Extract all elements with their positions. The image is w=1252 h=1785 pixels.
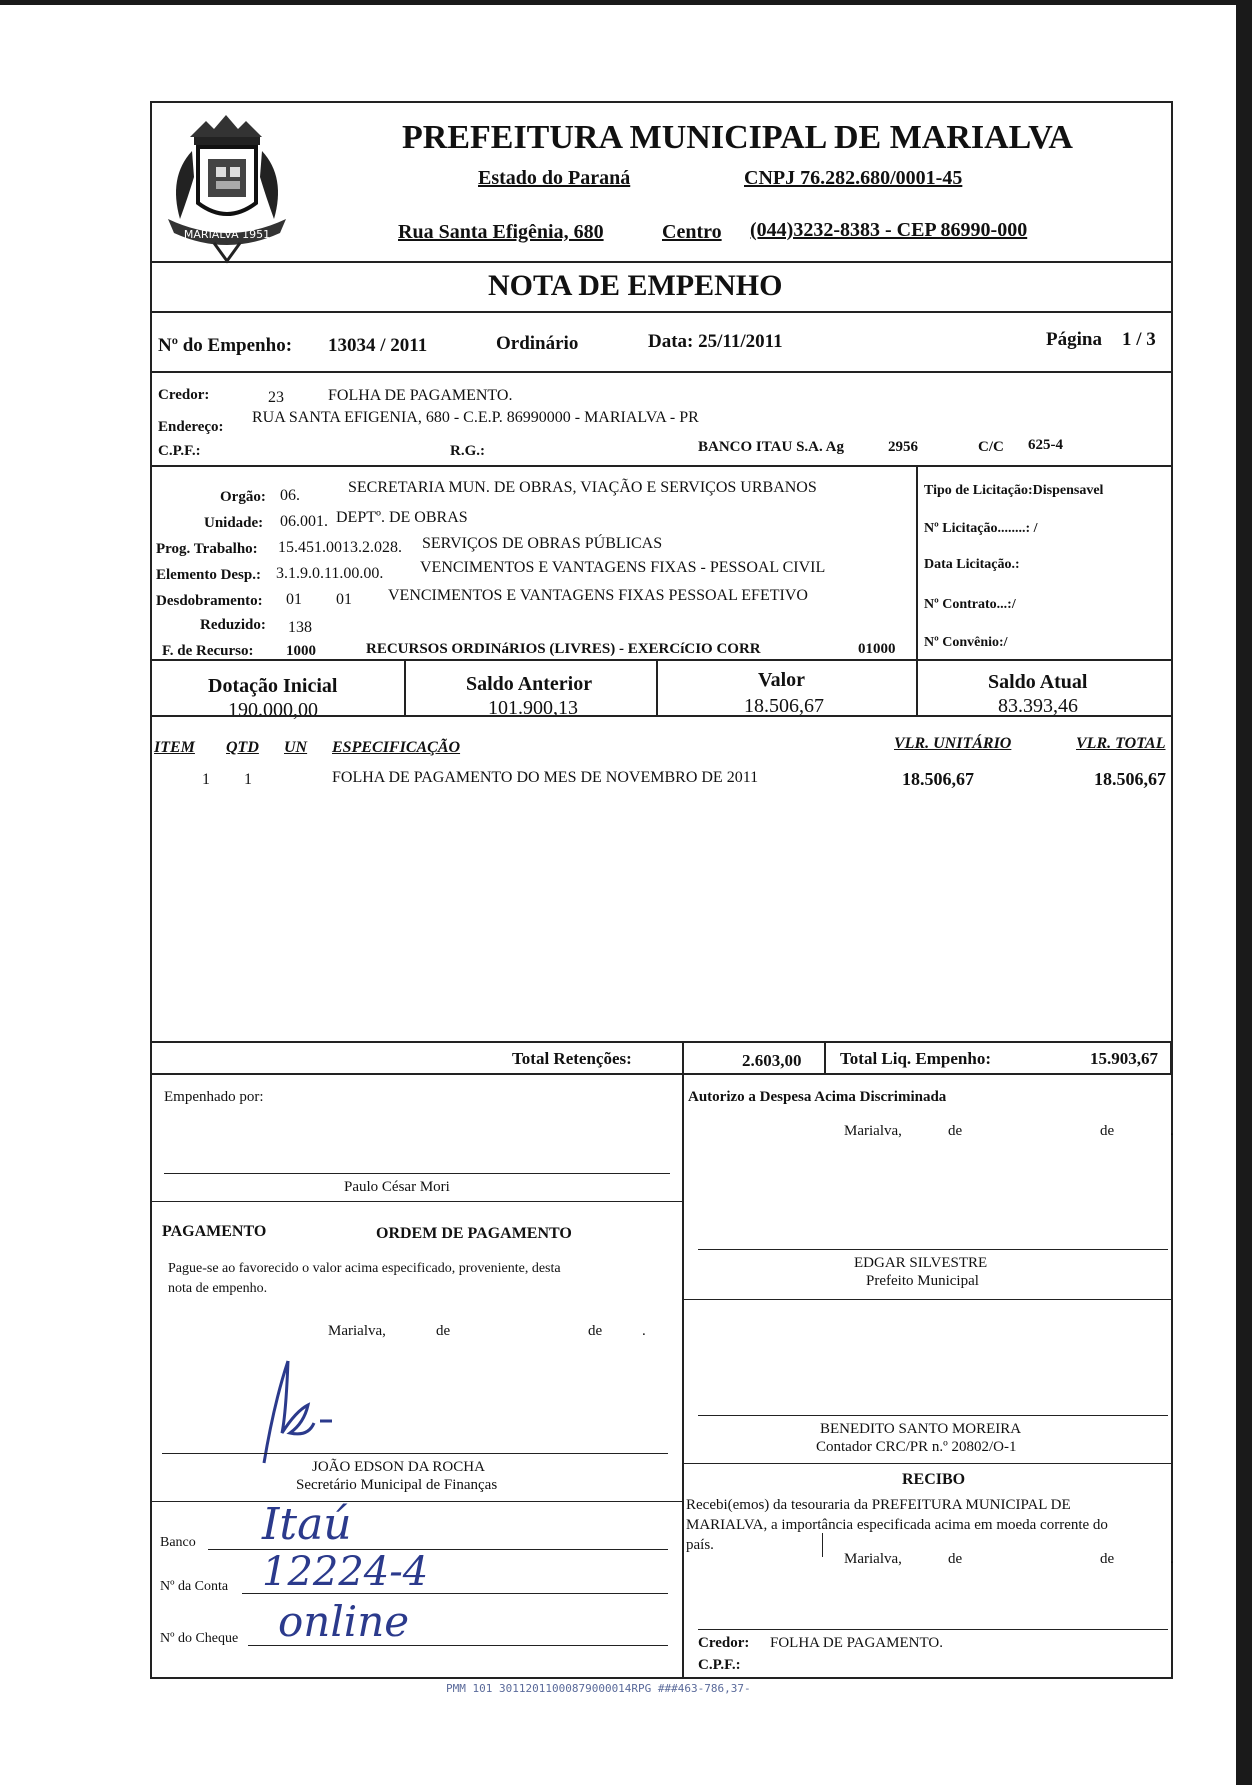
banco-handwritten: Itaú — [262, 1499, 352, 1550]
secretario-signature-line — [162, 1453, 668, 1454]
col-vlr-total: VLR. TOTAL — [1076, 735, 1166, 752]
recurso-name: RECURSOS ORDINáRIOS (LIVRES) - EXERCíCIO CORR — [366, 641, 761, 657]
contador-name: BENEDITO SANTO MOREIRA — [820, 1421, 1022, 1437]
recibo-text-2: MARIALVA, a importância especificada acima em moeda corrente do — [686, 1517, 1108, 1533]
retencoes-value: 2.603,00 — [742, 1051, 802, 1070]
prog-trabalho-label: Prog. Trabalho: — [156, 541, 258, 557]
elemento-code: 3.1.9.0.11.00.00. — [276, 565, 384, 582]
contador-signature-line — [698, 1415, 1168, 1416]
licitacao-contrato: Nº Contrato...:/ — [924, 597, 1016, 612]
page-number: 1 / 3 — [1122, 329, 1156, 350]
desdobramento-code-2: 01 — [336, 591, 352, 608]
banco-label: Banco — [160, 1535, 196, 1550]
state-label: Estado do Paraná — [478, 167, 631, 189]
secretario-role: Secretário Municipal de Finanças — [296, 1477, 498, 1493]
recibo-text-1: Recebi(emos) da tesouraria da PREFEITURA MUNICIPAL DE — [686, 1497, 1071, 1513]
table-row-especificacao: FOLHA DE PAGAMENTO DO MES DE NOVEMBRO DE 2011 — [332, 769, 759, 786]
unidade-code: 06.001. — [280, 513, 328, 530]
credor-address: RUA SANTA EFIGENIA, 680 - C.E.P. 86990000 - MARIALVA - PR — [252, 409, 699, 426]
prefeito-signature-line — [698, 1249, 1168, 1250]
pagamento-label: PAGAMENTO — [162, 1223, 267, 1240]
saldo-anterior-value: 101.900,13 — [488, 697, 578, 719]
table-row-vlr-unitario: 18.506,67 — [902, 769, 974, 789]
coat-of-arms-text: MARIALVA 1951 — [183, 228, 271, 241]
orgao-label: Orgão: — [220, 489, 266, 505]
elemento-label: Elemento Desp.: — [156, 567, 261, 583]
recurso-code-2: 01000 — [858, 641, 896, 657]
contador-role: Contador CRC/PR n.º 20802/O-1 — [816, 1439, 1017, 1455]
district-label: Centro — [662, 221, 722, 243]
secretario-signature-icon — [252, 1353, 382, 1465]
liquido-value: 15.903,67 — [1090, 1049, 1158, 1068]
scan-edge-right — [1236, 0, 1252, 1785]
elemento-name: VENCIMENTOS E VANTAGENS FIXAS - PESSOAL CIVIL — [420, 559, 826, 576]
cnpj-label: CNPJ 76.282.680/0001-45 — [744, 167, 963, 189]
scan-edge-top — [0, 0, 1252, 5]
bank-label: BANCO ITAU S.A. Ag — [698, 439, 844, 455]
dotacao-value: 190.000,00 — [228, 699, 318, 721]
unidade-name: DEPTº. DE OBRAS — [336, 509, 468, 526]
bank-agency: 2956 — [888, 439, 918, 455]
empenho-date: Data: 25/11/2011 — [648, 331, 783, 352]
col-vlr-unitario: VLR. UNITÁRIO — [894, 735, 1012, 752]
municipality-title: PREFEITURA MUNICIPAL DE MARIALVA — [402, 119, 1073, 156]
licitacao-data: Data Licitação.: — [924, 557, 1020, 572]
secretario-name: JOÃO EDSON DA ROCHA — [312, 1459, 485, 1475]
empenhado-name: Paulo César Mori — [344, 1179, 450, 1195]
reduzido-label: Reduzido: — [200, 617, 266, 633]
desdobramento-label: Desdobramento: — [156, 593, 263, 609]
table-row-item: 1 — [202, 771, 210, 788]
recibo-de-2: de — [1100, 1551, 1115, 1567]
valor-label: Valor — [758, 669, 806, 691]
cpf-label: C.P.F.: — [158, 443, 201, 459]
recurso-label: F. de Recurso: — [162, 643, 254, 659]
nota-de-empenho-form — [150, 101, 1173, 1679]
left-city: Marialva, — [328, 1323, 386, 1339]
liquido-label: Total Liq. Empenho: — [840, 1049, 991, 1068]
document-title: NOTA DE EMPENHO — [488, 269, 783, 302]
cheque-handwritten: online — [278, 1597, 410, 1646]
pague-text-1: Pague-se ao favorecido o valor acima especificado, proveniente, desta — [168, 1261, 561, 1276]
phone-cep-label: (044)3232-8383 - CEP 86990-000 — [750, 219, 1028, 241]
recibo-date-dot: . — [1170, 1551, 1174, 1567]
rg-label: R.G.: — [450, 443, 485, 459]
prog-trabalho-code: 15.451.0013.2.028. — [278, 539, 402, 556]
licitacao-tipo: Tipo de Licitação:Dispensavel — [924, 483, 1104, 498]
saldo-anterior-label: Saldo Anterior — [466, 673, 593, 695]
col-especificacao: ESPECIFICAÇÃO — [332, 739, 461, 756]
dotacao-label: Dotação Inicial — [208, 675, 338, 697]
recibo-credor-name: FOLHA DE PAGAMENTO. — [770, 1635, 943, 1651]
licitacao-numero: Nº Licitação........: / — [924, 521, 1038, 536]
conta-label: Nº da Conta — [160, 1579, 229, 1594]
recibo-de-1: de — [948, 1551, 963, 1567]
right-de-2: de — [1100, 1123, 1115, 1139]
valor-value: 18.506,67 — [744, 695, 824, 717]
recibo-credor-label: Credor: — [698, 1635, 750, 1651]
prefeito-role: Prefeito Municipal — [866, 1273, 979, 1289]
right-date-dot: . — [1170, 1123, 1174, 1139]
licitacao-convenio: Nº Convênio:/ — [924, 635, 1008, 650]
autorizo-label: Autorizo a Despesa Acima Discriminada — [688, 1089, 947, 1105]
coat-of-arms-icon — [154, 107, 300, 269]
left-de-2: de — [588, 1323, 603, 1339]
empenhado-label: Empenhado por: — [164, 1089, 264, 1105]
desdobramento-code-1: 01 — [286, 591, 302, 608]
credor-code: 23 — [268, 389, 284, 406]
saldo-atual-value: 83.393,46 — [998, 695, 1078, 717]
recibo-cpf-label: C.P.F.: — [698, 1657, 741, 1673]
empenho-type: Ordinário — [496, 333, 579, 354]
address-label: Rua Santa Efigênia, 680 — [398, 221, 604, 243]
credor-name: FOLHA DE PAGAMENTO. — [328, 387, 513, 404]
col-qtd: QTD — [226, 739, 259, 756]
table-row-vlr-total: 18.506,67 — [1094, 769, 1166, 789]
cheque-label: Nº do Cheque — [160, 1631, 239, 1646]
prefeito-name: EDGAR SILVESTRE — [854, 1255, 988, 1271]
conta-handwritten: 12224-4 — [262, 1549, 429, 1595]
col-item: ITEM — [154, 739, 195, 756]
recurso-code: 1000 — [286, 643, 316, 659]
saldo-atual-label: Saldo Atual — [988, 671, 1088, 693]
right-de-1: de — [948, 1123, 963, 1139]
empenho-number-label: Nº do Empenho: — [158, 335, 293, 356]
footer-stamp: PMM 101 30112011000879000014RPG ###463-786,37- — [446, 1682, 751, 1695]
desdobramento-name: VENCIMENTOS E VANTAGENS FIXAS PESSOAL EFETIVO — [388, 587, 808, 604]
recibo-label: RECIBO — [902, 1471, 966, 1488]
table-row-qtd: 1 — [244, 771, 252, 788]
reduzido-value: 138 — [288, 619, 312, 636]
credor-label: Credor: — [158, 387, 210, 403]
cc-label: C/C — [978, 439, 1004, 455]
retencoes-label: Total Retenções: — [512, 1049, 632, 1068]
recibo-text-3: país. — [686, 1537, 714, 1553]
cc-number: 625-4 — [1028, 437, 1063, 453]
credor-signature-line — [698, 1629, 1168, 1630]
ordem-pagamento-label: ORDEM DE PAGAMENTO — [376, 1225, 572, 1242]
orgao-name: SECRETARIA MUN. DE OBRAS, VIAÇÃO E SERVIÇOS URBANOS — [348, 479, 817, 496]
pague-text-2: nota de empenho. — [168, 1281, 268, 1296]
address-field-label: Endereço: — [158, 419, 224, 435]
orgao-code: 06. — [280, 487, 300, 504]
left-de-1: de — [436, 1323, 451, 1339]
empenho-number: 13034 / 2011 — [328, 335, 428, 356]
page-label: Página — [1046, 329, 1102, 350]
right-city: Marialva, — [844, 1123, 902, 1139]
recibo-city: Marialva, — [844, 1551, 902, 1567]
left-date-dot: . — [642, 1323, 646, 1339]
prog-trabalho-name: SERVIÇOS DE OBRAS PÚBLICAS — [422, 535, 663, 552]
unidade-label: Unidade: — [204, 515, 264, 531]
empenhado-signature-line — [164, 1173, 670, 1174]
col-un: UN — [284, 739, 308, 756]
